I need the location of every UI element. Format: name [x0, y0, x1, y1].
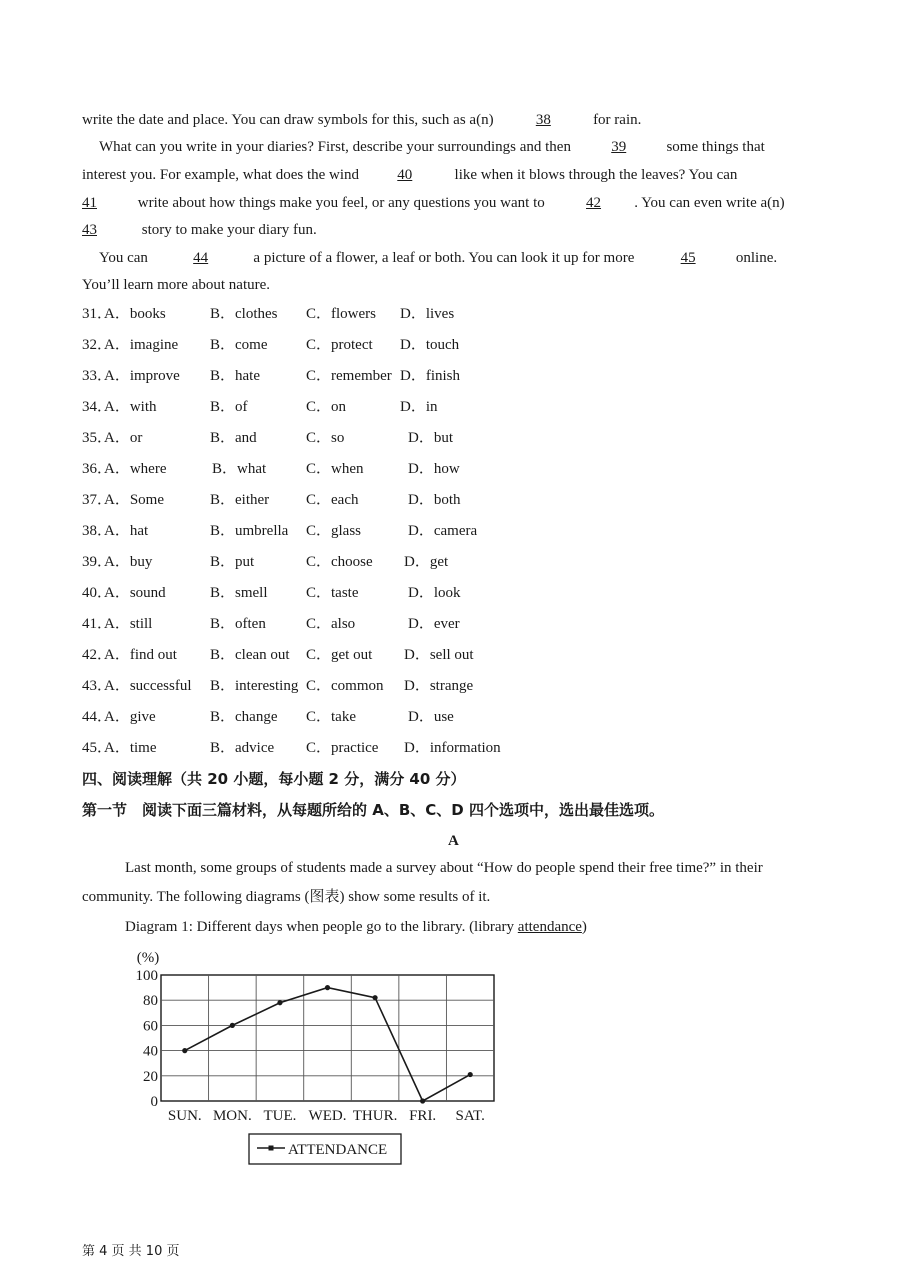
option-b: B．interesting — [210, 678, 299, 694]
section-title: 四、阅读理解（共 20 小题，每小题 2 分，满分 40 分） — [82, 770, 466, 788]
option-a: A．give — [104, 709, 156, 725]
reading-paragraph-line: Last month, some groups of students made a survey about “How do people spend their free time?” in their — [125, 860, 763, 876]
passage-line-6 — [99, 248, 777, 268]
option-d: D．touch — [400, 337, 460, 353]
option-c: C．glass — [306, 523, 362, 539]
x-tick-label: SUN. — [167, 1108, 202, 1124]
passage-text: . You can even write a(n) — [634, 195, 785, 211]
blank-42: 42 — [586, 195, 602, 211]
blank-43: 43 — [82, 222, 97, 238]
option-b: B．of — [210, 399, 248, 415]
passage-text: What can you write in your diaries? First, describe your surroundings and then — [99, 139, 571, 155]
option-a: A．still — [104, 616, 153, 632]
option-c: C．also — [306, 616, 356, 632]
y-axis-ticks — [136, 968, 159, 1110]
series-line — [185, 988, 470, 1101]
blank-44: 44 — [193, 250, 209, 266]
blank-39: 39 — [611, 139, 627, 155]
question-number: 42． — [82, 647, 113, 663]
option-d: D．how — [408, 461, 460, 477]
option-d: D．information — [404, 740, 501, 756]
option-c: C．get out — [306, 647, 373, 663]
passage-line-4 — [82, 193, 785, 213]
option-c: C．so — [306, 430, 345, 446]
option-d: D．but — [408, 430, 454, 446]
y-tick-label: 80 — [143, 993, 158, 1010]
x-tick-label: WED. — [308, 1108, 347, 1124]
option-c: C．flowers — [306, 306, 376, 322]
option-c: C．take — [306, 709, 356, 725]
passage-line-2 — [99, 137, 765, 157]
blank-40: 40 — [397, 167, 413, 183]
option-c: C．taste — [306, 585, 359, 601]
option-b: B．clothes — [210, 306, 278, 322]
question-number: 45． — [82, 740, 113, 756]
option-c: C．remember — [306, 368, 392, 384]
option-c: C．when — [306, 461, 364, 477]
passage-text: story to make your diary fun. — [141, 222, 317, 238]
x-tick-label: SAT. — [455, 1108, 485, 1124]
data-point — [372, 995, 377, 1000]
option-c: C．choose — [306, 554, 373, 570]
blank-45: 45 — [680, 250, 696, 266]
option-b: B．and — [210, 430, 257, 446]
x-tick-label: MON. — [212, 1108, 252, 1124]
option-b: B．come — [210, 337, 268, 353]
passage-line-7: You’ll learn more about nature. — [82, 277, 271, 293]
question-number: 32． — [82, 337, 113, 353]
option-d: D．finish — [400, 368, 461, 384]
x-tick-label: TUE. — [263, 1108, 297, 1124]
option-b: B．what — [212, 461, 267, 477]
option-d: D．use — [408, 709, 454, 725]
y-tick-label: 20 — [143, 1068, 158, 1085]
diagram-caption — [125, 917, 587, 937]
caption-text: ) — [581, 919, 587, 935]
passage-text: write about how things make you feel, or any questions you want to — [137, 195, 545, 211]
caption-underlined: attendance — [517, 919, 582, 935]
passage-text: a picture of a flower, a leaf or both. You can look it up for more — [253, 250, 635, 266]
y-tick-label: 60 — [143, 1018, 158, 1035]
option-a: A．improve — [104, 368, 180, 384]
caption-text: Diagram 1: Different days when people go to the library. (library — [125, 919, 518, 935]
option-d: D．ever — [408, 616, 460, 632]
option-a: A．with — [104, 399, 157, 415]
option-d: D．strange — [404, 678, 474, 694]
option-a: A．or — [104, 430, 143, 446]
option-a: A．successful — [104, 678, 192, 694]
option-a: A．find out — [104, 647, 177, 663]
passage-line-3 — [82, 165, 737, 185]
blank-41: 41 — [82, 195, 97, 211]
option-a: A．buy — [104, 554, 153, 570]
y-tick-label: 100 — [135, 968, 158, 984]
section-subtitle: 第一节 阅读下面三篇材料，从每题所给的 A、B、C、D 四个选项中，选出最佳选项。 — [82, 801, 664, 819]
reading-paragraph-line: community. The following diagrams (图表) show some results of it. — [82, 889, 491, 905]
option-d: D．lives — [400, 306, 455, 322]
legend-label: ATTENDANCE — [288, 1142, 388, 1158]
plot-frame — [161, 975, 494, 1101]
attendance-series — [182, 985, 473, 1104]
option-b: B．umbrella — [210, 523, 289, 539]
question-number: 43． — [82, 678, 113, 694]
x-axis-ticks — [168, 1108, 485, 1124]
legend-marker — [269, 1146, 274, 1151]
option-a: A．books — [104, 306, 166, 322]
option-d: D．get — [404, 554, 449, 570]
option-a: A．where — [104, 461, 167, 477]
passage-text: write the date and place. You can draw symbols for this, such as a(n) — [82, 112, 494, 128]
option-d: D．look — [408, 585, 461, 601]
question-number: 31． — [82, 306, 113, 322]
passage-text: interest you. For example, what does the wind — [82, 167, 360, 183]
option-b: B．clean out — [210, 647, 290, 663]
passage-text: You can — [99, 250, 148, 266]
option-b: B．often — [210, 616, 266, 632]
option-d: D．in — [400, 399, 438, 415]
option-d: D．both — [408, 492, 461, 508]
attendance-line-chart — [110, 940, 510, 1170]
data-point — [182, 1048, 187, 1053]
question-number: 35． — [82, 430, 113, 446]
option-d: D．sell out — [404, 647, 474, 663]
option-a: A．time — [104, 740, 157, 756]
passage-text: for rain. — [593, 112, 642, 128]
page-footer: 第 4 页 共 10 页 — [82, 1244, 180, 1259]
chart-legend — [249, 1134, 401, 1164]
chart-grid — [161, 975, 494, 1101]
passage-text: some things that — [666, 139, 765, 155]
question-number: 41． — [82, 616, 113, 632]
option-c: C．common — [306, 678, 384, 694]
x-tick-label: FRI. — [409, 1108, 437, 1124]
option-c: C．protect — [306, 337, 373, 353]
y-tick-label: 40 — [143, 1043, 158, 1060]
option-b: B．either — [210, 492, 270, 508]
option-a: A．sound — [104, 585, 166, 601]
option-c: C．practice — [306, 740, 379, 756]
option-d: D．camera — [408, 523, 478, 539]
question-number: 40． — [82, 585, 113, 601]
passage-text: online. — [735, 250, 778, 266]
option-b: B．advice — [210, 740, 275, 756]
option-b: B．smell — [210, 585, 268, 601]
question-number: 36． — [82, 461, 113, 477]
option-c: C．each — [306, 492, 359, 508]
data-point — [420, 1098, 425, 1103]
y-tick-label: 0 — [150, 1094, 158, 1110]
option-b: B．hate — [210, 368, 260, 384]
data-point — [230, 1023, 235, 1028]
part-label: A — [448, 833, 459, 849]
x-tick-label: THUR. — [352, 1108, 398, 1124]
question-number: 33． — [82, 368, 113, 384]
option-a: A．hat — [104, 523, 149, 539]
question-number: 38． — [82, 523, 113, 539]
question-number: 39． — [82, 554, 113, 570]
option-a: A．Some — [104, 492, 165, 508]
option-b: B．change — [210, 709, 278, 725]
question-number: 44． — [82, 709, 113, 725]
option-c: C．on — [306, 399, 347, 415]
passage-text: like when it blows through the leaves? You can — [454, 167, 738, 183]
y-axis-unit-label: (%) — [136, 950, 160, 966]
question-number: 34． — [82, 399, 113, 415]
blank-38: 38 — [535, 112, 551, 128]
option-b: B．put — [210, 554, 255, 570]
passage-line-1 — [82, 110, 641, 130]
option-a: A．imagine — [104, 337, 179, 353]
data-point — [277, 1000, 282, 1005]
question-number: 37． — [82, 492, 113, 508]
data-point — [468, 1072, 473, 1077]
passage-line-5 — [82, 220, 317, 240]
data-point — [325, 985, 330, 990]
